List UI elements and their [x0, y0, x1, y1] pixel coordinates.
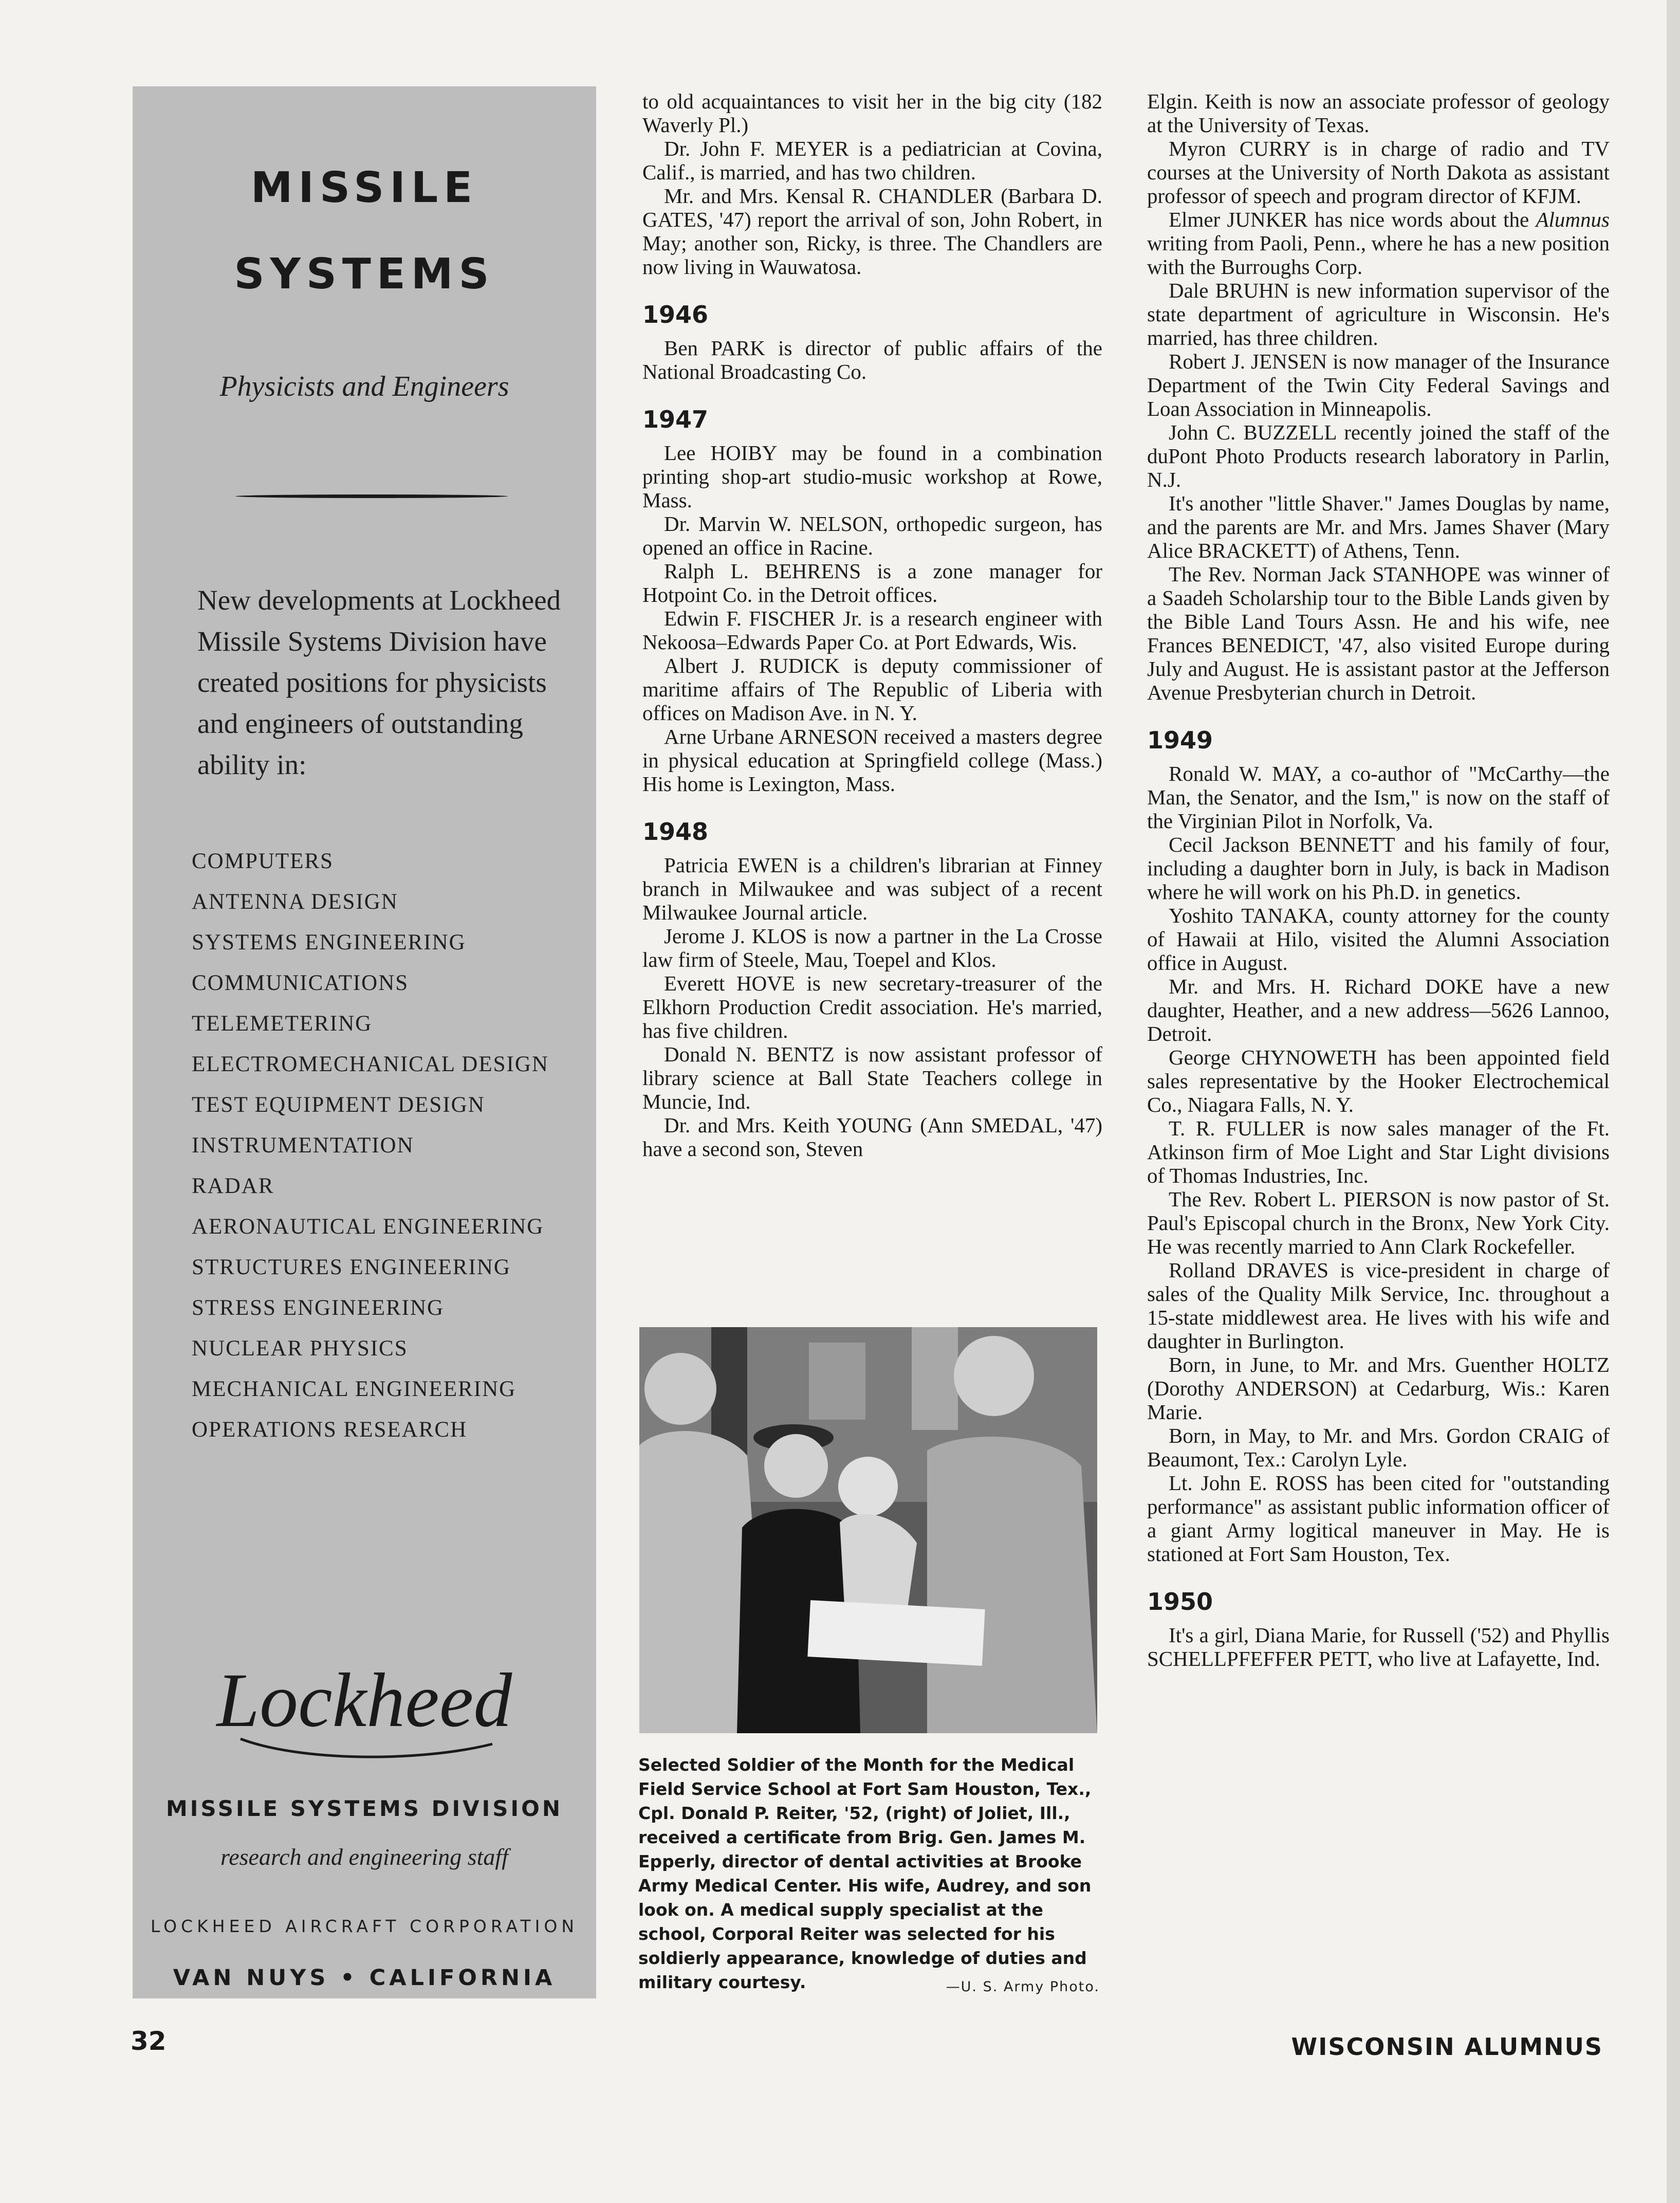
note-paragraph: Dr. Marvin W. NELSON, orthopedic surgeon, has opened an office in Racine. [642, 512, 1102, 559]
note-paragraph: The Rev. Robert L. PIERSON is now pastor of St. Paul's Episcopal church in the Bronx, New York City. He was recently married to Ann Clark Rockefeller. [1147, 1187, 1610, 1258]
ad-field-item: AERONAUTICAL ENGINEERING [192, 1215, 544, 1239]
note-paragraph: Albert J. RUDICK is deputy commissioner of maritime affairs of The Republic of Liberia with offices on Madison Ave. in N. Y. [642, 654, 1102, 725]
note-paragraph: Elgin. Keith is now an associate professor of geology at the University of Texas. [1147, 89, 1610, 137]
alumnus-italic: Alumnus [1536, 208, 1610, 231]
note-paragraph: Yoshito TANAKA, county attorney for the county of Hawaii at Hilo, visited the Alumni Association office in August. [1147, 904, 1610, 975]
ad-field-list [192, 841, 582, 1450]
ad-field-item: ANTENNA DESIGN [192, 890, 398, 914]
note-paragraph: Dr. John F. MEYER is a pediatrician at Covina, Calif., is married, and has two children. [642, 137, 1102, 184]
ad-field-item: COMMUNICATIONS [192, 971, 409, 995]
magazine-title: WISCONSIN ALUMNUS [1291, 2033, 1603, 2061]
note-text: Elmer JUNKER has nice words about the [1169, 208, 1536, 231]
ad-field-item: TEST EQUIPMENT DESIGN [192, 1093, 485, 1117]
photo-credit: —U. S. Army Photo. [946, 1979, 1100, 1995]
ad-division-name: MISSILE SYSTEMS DIVISION [165, 1796, 563, 1821]
ad-headline-missile: MISSILE [250, 163, 478, 212]
ad-field-item: STRUCTURES ENGINEERING [192, 1255, 511, 1279]
lockheed-logo [133, 1639, 596, 1772]
note-paragraph: John C. BUZZELL recently joined the staff of the duPont Photo Products research laboratory in Parlin, N.J. [1147, 420, 1610, 491]
ad-field-item: COMPUTERS [192, 849, 334, 873]
note-paragraph: Myron CURRY is in charge of radio and TV courses at the University of North Dakota as assistant professor of speech and program director of KFJM. [1147, 137, 1610, 208]
ad-field-item: MECHANICAL ENGINEERING [192, 1377, 516, 1401]
note-paragraph: Arne Urbane ARNESON received a masters degree in physical education at Springfield college (Mass.) His home is Lexington, Mass. [642, 725, 1102, 796]
ad-field-item: RADAR [192, 1174, 274, 1198]
ad-city: VAN NUYS • CALIFORNIA [173, 1965, 556, 1991]
note-paragraph: Donald N. BENTZ is now assistant professor of library science at Ball State Teachers college in Muncie, Ind. [642, 1042, 1102, 1113]
note-paragraph: Mr. and Mrs. Kensal R. CHANDLER (Barbara D. GATES, '47) report the arrival of son, John Robert, in May; another son, Ricky, is three. The Chandlers are now living in Wauwatosa. [642, 184, 1102, 279]
ad-field-item: STRESS ENGINEERING [192, 1296, 445, 1320]
note-paragraph-junker [1147, 208, 1610, 279]
note-paragraph: George CHYNOWETH has been appointed field sales representative by the Hooker Electrochemical Co., Niagara Falls, N. Y. [1147, 1045, 1610, 1116]
note-paragraph: Lt. John E. ROSS has been cited for "outstanding performance" as assistant public information officer of a giant Army logitical maneuver in May. He is stationed at Fort Sam Houston, Tex. [1147, 1471, 1610, 1566]
ad-field-item: OPERATIONS RESEARCH [192, 1418, 468, 1442]
note-paragraph: Patricia EWEN is a children's librarian at Finney branch in Milwaukee and was subject of a recent Milwaukee Journal article. [642, 853, 1102, 924]
year-heading-1950: 1950 [1147, 1588, 1213, 1615]
ad-subhead: Physicists and Engineers [219, 371, 509, 402]
ad-divider [235, 494, 508, 498]
note-text: writing from Paoli, Penn., where he has a new position with the Burroughs Corp. [1147, 231, 1610, 279]
ad-field-item: NUCLEAR PHYSICS [192, 1336, 408, 1361]
note-paragraph: Ralph L. BEHRENS is a zone manager for Hotpoint Co. in the Detroit offices. [642, 559, 1102, 607]
note-paragraph: It's another "little Shaver." James Douglas by name, and the parents are Mr. and Mrs. James Shaver (Mary Alice BRACKETT) of Athens, Tenn. [1147, 491, 1610, 562]
class-notes-column-2 [1147, 89, 1610, 1670]
note-paragraph: Born, in May, to Mr. and Mrs. Gordon CRAIG of Beaumont, Tex.: Carolyn Lyle. [1147, 1424, 1610, 1471]
class-notes-column-1 [642, 89, 1102, 1161]
year-heading-1946: 1946 [642, 301, 709, 328]
note-paragraph: Lee HOIBY may be found in a combination printing shop-art studio-music workshop at Rowe, Mass. [642, 441, 1102, 512]
ad-field-item: ELECTROMECHANICAL DESIGN [192, 1052, 549, 1076]
note-paragraph: to old acquaintances to visit her in the big city (182 Waverly Pl.) [642, 89, 1102, 137]
year-heading-1948: 1948 [642, 818, 709, 846]
note-paragraph: It's a girl, Diana Marie, for Russell ('52) and Phyllis SCHELLPFEFFER PETT, who live at Lafayette, Ind. [1147, 1623, 1610, 1670]
ad-intro-text: New developments at Lockheed Missile Systems Division have created positions for physicists and engineers of outstanding ability in: [197, 584, 561, 780]
ad-field-item: INSTRUMENTATION [192, 1133, 414, 1158]
ad-field-item: TELEMETERING [192, 1012, 373, 1036]
note-paragraph: Robert J. JENSEN is now manager of the Insurance Department of the Twin City Federal Savings and Loan Association in Minneapolis. [1147, 350, 1610, 420]
note-paragraph: T. R. FULLER is now sales manager of the Ft. Atkinson firm of Moe Light and Star Light divisions of Thomas Industries, Inc. [1147, 1116, 1610, 1187]
logo-wordmark: Lockheed [216, 1658, 512, 1743]
ad-headline-systems: SYSTEMS [234, 250, 495, 299]
ad-field-item: SYSTEMS ENGINEERING [192, 930, 466, 954]
note-paragraph: Jerome J. KLOS is now a partner in the La Crosse law firm of Steele, Mau, Toepel and Klos. [642, 924, 1102, 971]
note-paragraph: Edwin F. FISCHER Jr. is a research engineer with Nekoosa–Edwards Paper Co. at Port Edwards, Wis. [642, 607, 1102, 654]
year-heading-1949: 1949 [1147, 726, 1213, 754]
lockheed-advertisement [133, 86, 596, 1998]
soldier-photo [639, 1327, 1097, 1733]
page-number: 32 [131, 2026, 167, 2056]
page-edge-shadow [1667, 0, 1680, 2203]
note-paragraph: Dr. and Mrs. Keith YOUNG (Ann SMEDAL, '47) have a second son, Steven [642, 1113, 1102, 1161]
note-paragraph: Dale BRUHN is new information supervisor of the state department of agriculture in Wisconsin. He's married, has three children. [1147, 279, 1610, 350]
note-paragraph: Ben PARK is director of public affairs of the National Broadcasting Co. [642, 336, 1102, 383]
note-paragraph: Rolland DRAVES is vice-president in charge of sales of the Quality Milk Service, Inc. throughout a 15-state middlewest area. He lives with his wife and daughter in Burlington. [1147, 1258, 1610, 1353]
note-paragraph: Everett HOVE is new secretary-treasurer of the Elkhorn Production Credit association. He's married, has five children. [642, 971, 1102, 1042]
note-paragraph: Mr. and Mrs. H. Richard DOKE have a new daughter, Heather, and a new address—5626 Lannoo, Detroit. [1147, 975, 1610, 1045]
ad-staff-line: research and engineering staff [220, 1844, 508, 1870]
photo-caption: Selected Soldier of the Month for the Medical Field Service School at Fort Sam Houston, Tex., Cpl. Donald P. Reiter, '52, (right) of Joliet, Ill., received a certificate from Brig. Gen. James M. Epperly, director of dental activities at Brooke Army Medical Center. His wife, Audrey, and son look on. A medical supply specialist at the school, Corporal Reiter was selected for his soldierly appearance, knowledge of duties and military courtesy. [638, 1755, 1092, 1992]
year-heading-1947: 1947 [642, 406, 709, 433]
note-paragraph: The Rev. Norman Jack STANHOPE was winner of a Saadeh Scholarship tour to the Bible Lands given by the Bible Land Tours Assn. He and his wife, nee Frances BENEDICT, '47, also visited Europe during July and August. He is assistant pastor at the Jefferson Avenue Presbyterian church in Detroit. [1147, 562, 1610, 704]
ad-corporation: LOCKHEED AIRCRAFT CORPORATION [150, 1916, 579, 1936]
note-paragraph: Cecil Jackson BENNETT and his family of four, including a daughter born in July, is back in Madison where he will work on his Ph.D. in genetics. [1147, 833, 1610, 904]
note-paragraph: Born, in June, to Mr. and Mrs. Guenther HOLTZ (Dorothy ANDERSON) at Cedarburg, Wis.: Karen Marie. [1147, 1353, 1610, 1424]
note-paragraph: Ronald W. MAY, a co-author of "McCarthy—the Man, the Senator, and the Ism," is now on the staff of the Virginian Pilot in Norfolk, Va. [1147, 762, 1610, 833]
